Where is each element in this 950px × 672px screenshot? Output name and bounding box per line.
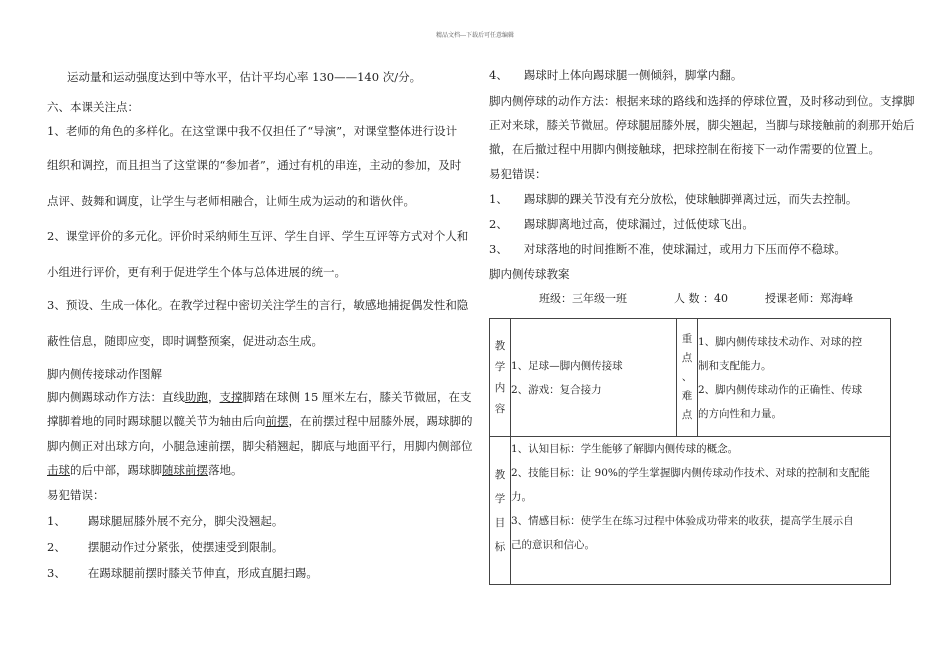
class-label: 班级：三年级一班 <box>539 292 627 305</box>
diagram-title: 脚内侧传接球动作图解 <box>47 367 162 381</box>
heart-rate-text: 运动量和运动强度达到中等水平，估计平均心率 130——140 次/分。 <box>67 70 422 84</box>
key-point-text: 1、脚内侧传球技术动作、对球的控 <box>698 335 863 348</box>
teacher-label: 授课老师：郑海峰 <box>765 292 853 305</box>
key-points-header-cell <box>677 319 698 437</box>
header-char: 内 <box>494 381 506 394</box>
kick-method-text: ， <box>208 390 220 404</box>
lesson-plan-title: 脚内侧传球教案 <box>489 267 570 281</box>
follow-through-term: 随球前摆 <box>162 463 208 477</box>
header-char: 学 <box>494 360 506 373</box>
stop-error-number: 2、 <box>489 217 508 231</box>
stop-error-1 <box>489 194 857 206</box>
stop-error-text: 对球落地的时间推断不准，使球漏过，或用力下压而停不稳球。 <box>523 242 846 256</box>
goal-text: 2、技能目标：让 90%的学生掌握脚内侧传球动作技术、对球的控制和支配能 <box>511 467 870 479</box>
goals-header-cell <box>490 437 511 585</box>
content-cell <box>511 319 677 437</box>
header-char: 标 <box>494 540 506 553</box>
kick-method-text: 落地。 <box>208 463 243 477</box>
focus-item-3-line-2: 蔽性信息，随即应变，即时调整预案，促进动态生成。 <box>47 334 323 348</box>
kick-method-text: 的后中部，踢球脚 <box>70 463 162 477</box>
kick-errors-heading: 易犯错误： <box>47 488 105 502</box>
kick-error-3 <box>47 568 318 580</box>
table-row <box>490 319 891 437</box>
kick-error-text: 在踢球腿前摆时膝关节伸直，形成直腿扫踢。 <box>87 566 318 580</box>
stop-error-3 <box>489 244 846 256</box>
kick-error-number: 2、 <box>47 540 66 554</box>
kick-method-line-3: 脚内侧正对出球方向，小腿急速前摆，脚尖稍翘起，脚底与地面平行，用脚内侧部位 <box>47 439 473 453</box>
focus-item-3-line-1: 3、预设、生成一体化。在教学过程中密切关注学生的言行，敏感地捕捉偶发性和隐 <box>47 298 469 312</box>
kick-error-number: 1、 <box>47 514 66 528</box>
kick-error-2 <box>47 542 283 554</box>
kick-method-line-2 <box>47 416 473 428</box>
kick-error-text: 摆腿动作过分紧张，使摆速受到限制。 <box>87 540 284 554</box>
focus-item-1-line-1: 1、老师的角色的多样化。在这堂课中我不仅担任了“导演”，对课堂整体进行设计 <box>47 124 458 138</box>
goals-cell <box>511 437 891 585</box>
focus-item-1-line-3: 点评、鼓舞和调度，让学生与老师相融合，让师生成为运动的和谐伙伴。 <box>47 194 415 208</box>
header-char: 容 <box>494 402 506 415</box>
kick-error-text: 踢球腿屈膝外展不充分，脚尖没翘起。 <box>87 514 284 528</box>
kick-method-text: 脚踏在球侧 15 厘米左右，膝关节微屈，在支 <box>242 390 472 404</box>
header-char: 目 <box>494 516 506 529</box>
stop-method-line-2: 正对来球，膝关节微屈。停球腿屈膝外展，脚尖翘起，当脚与球接触前的刹那开始后 <box>489 118 915 132</box>
kick-error-1 <box>47 516 283 528</box>
header-char: 教 <box>494 468 506 481</box>
focus-item-2-line-2: 小组进行评价，更有利于促进学生个体与总体进展的统一。 <box>47 265 346 279</box>
header-char: 、 <box>681 371 693 383</box>
stop-error-2 <box>489 219 754 231</box>
key-points-cell <box>698 319 891 437</box>
key-point-text: 制和支配能力。 <box>698 359 772 372</box>
focus-item-2-line-1: 2、课堂评价的多元化。评价时采纳师生互评、学生自评、学生互评等方式对个人和 <box>47 229 469 243</box>
key-point-text: 的方向性和力量。 <box>698 407 782 420</box>
kick-method-text: ，在前摆过程中屈膝外展，踢球脚的 <box>288 414 473 428</box>
run-up-term: 助跑 <box>185 390 208 404</box>
forward-swing-term: 前摆 <box>265 414 289 428</box>
header-char: 学 <box>494 492 506 505</box>
header-char: 难 <box>681 390 693 402</box>
table-row <box>490 437 891 585</box>
header-char: 重 <box>681 333 693 345</box>
header-char: 点 <box>681 409 693 421</box>
goal-text: 己的意识和信心。 <box>511 539 595 551</box>
kick-error-number: 3、 <box>47 566 66 580</box>
support-term: 支撑 <box>219 390 243 404</box>
stop-method-line-1: 脚内侧停球的动作方法：根据来球的路线和选择的停球位置，及时移动到位。支撑脚 <box>489 94 915 108</box>
lesson-plan-table <box>489 318 891 585</box>
stop-errors-heading: 易犯错误： <box>489 167 547 181</box>
goal-text: 1、认知目标：学生能够了解脚内侧传球的概念。 <box>511 443 739 455</box>
kick-error-4 <box>489 70 742 82</box>
key-point-text: 2、脚内侧传球动作的正确性、传球 <box>698 383 863 396</box>
stop-error-number: 3、 <box>489 242 508 256</box>
stop-error-number: 1、 <box>489 192 508 206</box>
kick-error-number: 4、 <box>489 68 508 82</box>
content-item-1: 1、足球—脚内侧传接球 <box>511 359 623 372</box>
kick-error-text: 踢球时上体向踢球腿一侧倾斜，脚掌内翻。 <box>523 68 743 82</box>
header-char: 点 <box>681 352 693 364</box>
student-count-label: 人 数 ：40 <box>674 292 728 305</box>
kick-method-line-4 <box>47 465 243 477</box>
content-item-2: 2、游戏：复合接力 <box>511 383 602 396</box>
kick-method-line-1 <box>47 392 471 404</box>
stop-error-text: 踢球脚离地过高，使球漏过，过低使球飞出。 <box>523 217 754 231</box>
strike-term: 击球 <box>47 463 70 477</box>
goal-text: 力。 <box>511 491 532 503</box>
focus-item-1-line-2: 组织和调控，而且担当了这堂课的“参加者”，通过有机的串连，主动的参加，及时 <box>47 158 462 172</box>
page-header: 精品文档---下载后可任意编辑 <box>435 32 515 39</box>
stop-method-line-3: 撤，在后撤过程中用脚内侧接触球，把球控制在衔接下一动作需要的位置上。 <box>489 142 880 156</box>
kick-method-text: 脚内侧踢球动作方法：直线 <box>47 390 185 404</box>
goal-text: 3、情感目标：使学生在练习过程中体验成功带来的收获，提高学生展示自 <box>511 515 854 527</box>
header-char: 教 <box>494 339 506 352</box>
kick-method-text: 撑脚着地的同时踢球腿以髋关节为轴由后向 <box>47 414 266 428</box>
section-six-heading: 六、本课关注点： <box>47 100 139 114</box>
stop-error-text: 踢球脚的踝关节没有充分放松，使球触脚弹离过远，而失去控制。 <box>523 192 858 206</box>
content-header-cell <box>490 319 511 437</box>
